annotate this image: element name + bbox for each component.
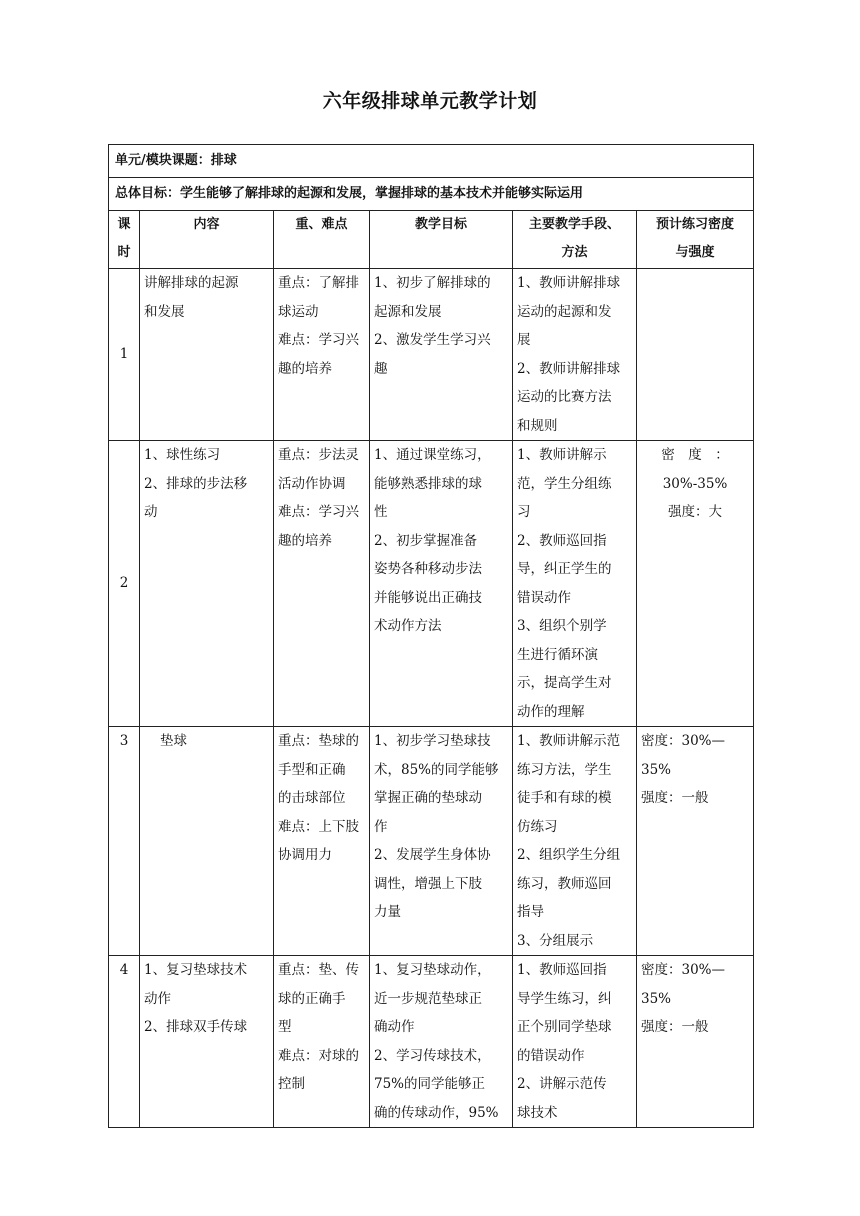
- content-cell: 1、复习垫球技术 动作 2、排球双手传球: [140, 956, 274, 1128]
- table-row: [109, 441, 754, 727]
- objectives-cell: 1、通过课堂练习， 能够熟悉排球的球 性 2、初步掌握准备 姿势各种移动步法 并能够说出正确技 术动作方法: [370, 441, 513, 727]
- lesson-number: 3: [109, 727, 140, 956]
- table-row: [109, 727, 754, 956]
- page-title: 六年级排球单元教学计划: [322, 90, 538, 112]
- header-objectives: 教学目标: [370, 211, 513, 269]
- unit-topic: 单元/模块课题：排球: [109, 145, 754, 178]
- key-points-cell: 重点：垫球的 手型和正确 的击球部位 难点：上下肢 协调用力: [274, 727, 370, 956]
- header-key-points: 重、难点: [274, 211, 370, 269]
- lesson-number: 4: [109, 956, 140, 1128]
- header-row: [109, 211, 754, 269]
- header-density: 预计练习密度 与强度: [637, 211, 754, 269]
- lesson-number: 1: [109, 269, 140, 441]
- methods-cell: 1、教师讲解排球 运动的起源和发 展 2、教师讲解排球 运动的比赛方法 和规则: [513, 269, 637, 441]
- header-lesson: 课 时: [109, 211, 140, 269]
- header-methods: 主要教学手段、 方法: [513, 211, 637, 269]
- key-points-cell: 重点：了解排 球运动 难点：学习兴 趣的培养: [274, 269, 370, 441]
- table-row: [109, 956, 754, 1128]
- objectives-cell: 1、初步学习垫球技 术，85%的同学能够 掌握正确的垫球动 作 2、发展学生身体协 调性，增强上下肢 力量: [370, 727, 513, 956]
- density-cell: 密度：30%— 35% 强度：一般: [637, 727, 754, 956]
- methods-cell: 1、教师讲解示范 练习方法，学生 徒手和有球的模 仿练习 2、组织学生分组 练习，教师巡回 指导 3、分组展示: [513, 727, 637, 956]
- density-cell: 密 度 ： 30%-35% 强度：大: [637, 441, 754, 727]
- methods-cell: 1、教师讲解示 范，学生分组练 习 2、教师巡回指 导，纠正学生的 错误动作 3、组织个别学 生进行循环演 示，提高学生对 动作的理解: [513, 441, 637, 727]
- objectives-cell: 1、初步了解排球的 起源和发展 2、激发学生学习兴 趣: [370, 269, 513, 441]
- overall-goal-row: [109, 178, 754, 211]
- objectives-cell: 1、复习垫球动作， 近一步规范垫球正 确动作 2、学习传球技术， 75%的同学能够正 确的传球动作，95%: [370, 956, 513, 1128]
- content-cell: 1、球性练习 2、排球的步法移 动: [140, 441, 274, 727]
- table-row: [109, 269, 754, 441]
- header-content: 内容: [140, 211, 274, 269]
- density-cell: 密度：30%— 35% 强度：一般: [637, 956, 754, 1128]
- unit-topic-row: [109, 145, 754, 178]
- content-cell: 讲解排球的起源 和发展: [140, 269, 274, 441]
- methods-cell: 1、教师巡回指 导学生练习，纠 正个别同学垫球 的错误动作 2、讲解示范传 球技术: [513, 956, 637, 1128]
- lesson-number: 2: [109, 441, 140, 727]
- overall-goal: 总体目标：学生能够了解排球的起源和发展，掌握排球的基本技术并能够实际运用: [109, 178, 754, 211]
- key-points-cell: 重点：垫、传 球的正确手 型 难点：对球的 控制: [274, 956, 370, 1128]
- content-cell: 垫球: [140, 727, 274, 956]
- key-points-cell: 重点：步法灵 活动作协调 难点：学习兴 趣的培养: [274, 441, 370, 727]
- lesson-plan-table: [108, 144, 754, 1128]
- density-cell: [637, 269, 754, 441]
